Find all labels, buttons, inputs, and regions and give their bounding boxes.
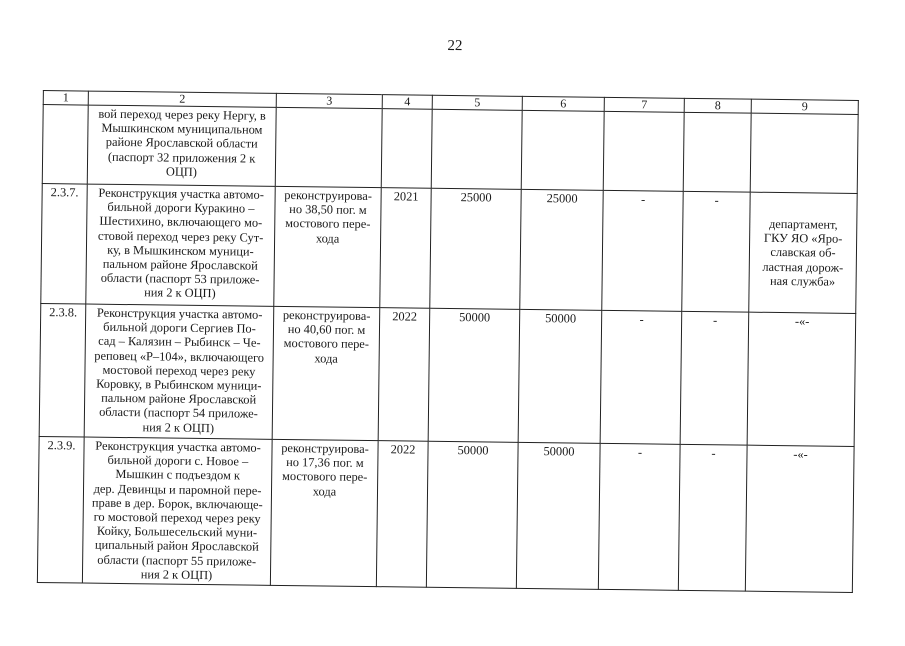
year-cell: [381, 109, 432, 189]
row-number-cell: 2.3.9.: [37, 436, 84, 583]
table-row: [37, 436, 854, 592]
value-cell-7: -: [598, 443, 680, 590]
value-cell-5: 50000: [426, 441, 518, 588]
column-header: 1: [43, 91, 88, 106]
value-cell-6: 50000: [516, 442, 600, 589]
row-number-cell: 2.3.7.: [41, 184, 87, 305]
value-cell-8: [683, 112, 751, 192]
executor-cell: -«-: [745, 445, 854, 592]
capacity-cell: реконструирова- но 38,50 пог. м мостового пере- хода: [274, 186, 381, 307]
row-number-cell: [42, 105, 88, 185]
value-cell-5: 50000: [428, 308, 520, 442]
program-table: [37, 90, 859, 593]
capacity-cell: [275, 107, 382, 187]
executor-cell: [750, 113, 858, 193]
year-cell: 2022: [378, 308, 430, 442]
measure-name-cell: Реконструкция участка автомо- бильной дороги с. Новое – Мышкин с подъездом к дер. Девинцы и паромной пере- праве в дер. Борок, включающе- го мостовой переход через реку Койку, Большесельский муни- ципальный район Ярославской области (паспорт 55 приложе- ния 2 к ОЦП): [82, 437, 272, 585]
table-row: [41, 184, 857, 314]
value-cell-7: -: [602, 190, 683, 311]
value-cell-6: 50000: [518, 309, 602, 443]
value-cell-7: [603, 111, 684, 191]
column-header: 8: [684, 98, 751, 113]
column-header: 6: [522, 96, 604, 111]
row-number-cell: 2.3.8.: [39, 303, 86, 437]
executor-cell: -«-: [747, 312, 856, 446]
measure-name-cell: Реконструкция участка автомо- бильной дороги Сергиев По- сад – Калязин – Рыбинск – Че- реповец «Р–104», включающего мостовой переход через реку Коровку, в Рыбинском муници- пальном районе Ярославской области (паспорт 54 приложе- ния 2 к ОЦП): [84, 304, 274, 439]
capacity-cell: реконструирова- но 40,60 пог. м мостового пере- хода: [272, 306, 380, 440]
capacity-cell: реконструирова- но 17,36 пог. м мостового пере- хода: [270, 439, 378, 586]
column-header: 4: [382, 95, 432, 110]
value-cell-6: [521, 110, 604, 190]
column-header: 9: [751, 99, 858, 114]
measure-name-cell: Реконструкция участка автомо- бильной дороги Куракино – Шестихино, включающего мо- стовой переход через реку Сут- ку, в Мышкинском муници- пальном районе Ярославской области (паспорт 53 приложе- ния 2 к ОЦП): [86, 184, 275, 306]
year-cell: 2021: [380, 188, 431, 309]
column-header: 5: [432, 95, 522, 110]
table-row: [39, 303, 856, 446]
value-cell-6: 25000: [520, 189, 603, 310]
column-header: 3: [276, 93, 382, 108]
value-cell-8: -: [680, 311, 749, 445]
table-row: [42, 105, 858, 194]
value-cell-7: -: [600, 310, 682, 444]
year-cell: 2022: [376, 441, 428, 588]
column-header: 2: [88, 91, 276, 107]
column-header: 7: [604, 97, 684, 112]
executor-cell: департамент, ГКУ ЯО «Яро- славская об- ластная дорож- ная служба»: [749, 192, 857, 313]
value-cell-5: [431, 109, 522, 189]
value-cell-8: -: [678, 444, 747, 591]
measure-name-cell: вой переход через реку Нергу, в Мышкинском муниципальном районе Ярославской области (паспорт 32 приложения 2 к ОЦП): [87, 105, 276, 186]
value-cell-8: -: [682, 191, 750, 312]
value-cell-5: 25000: [430, 188, 521, 309]
page-number: 22: [447, 37, 463, 55]
